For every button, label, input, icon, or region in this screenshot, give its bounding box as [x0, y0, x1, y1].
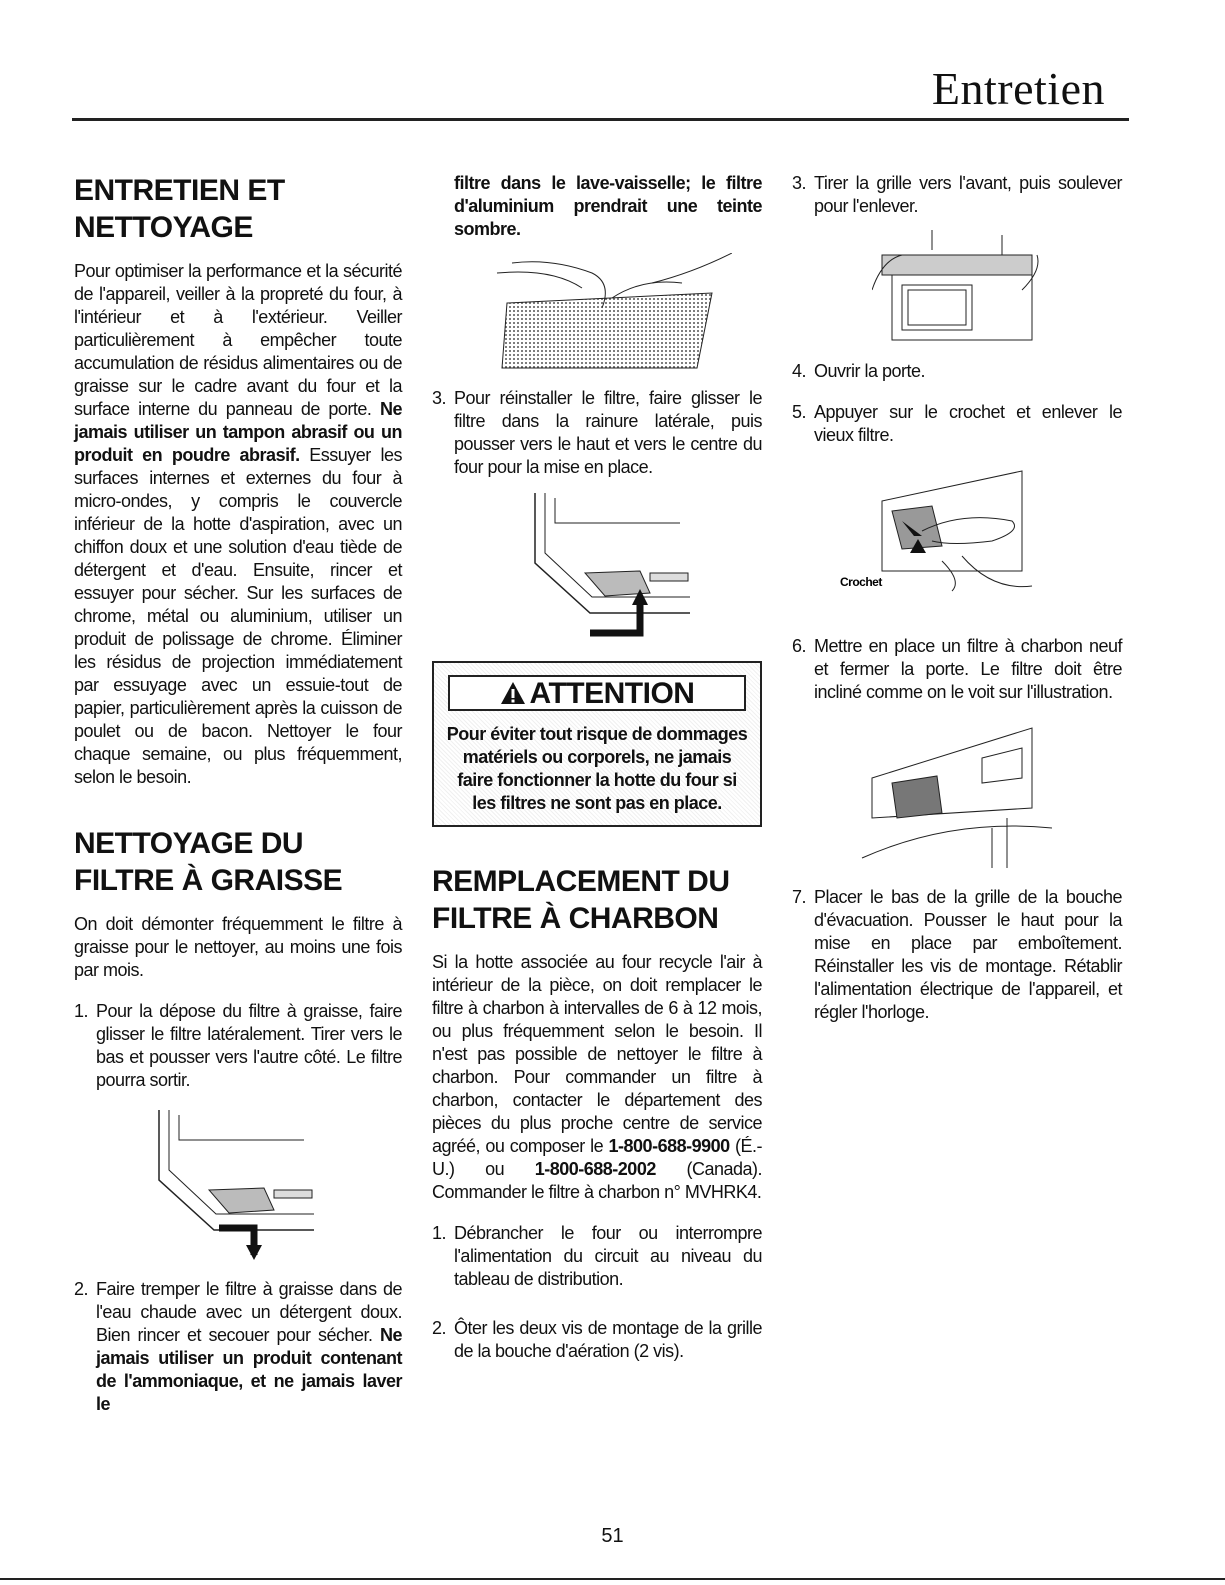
step-text: Placer le bas de la grille de la bouche d'évacuation. Pousser le haut pour la mise en place par emboîtement. Réinstaller les vis de montage. Rétablir l'alimentation électrique de l'appareil, et régler l'horloge.	[814, 887, 1122, 1022]
step-6	[792, 635, 1122, 704]
step-5	[792, 401, 1122, 447]
step-number: 2.	[74, 1279, 89, 1299]
hook-filter-removal-illustration	[822, 461, 1042, 621]
steps-charbon-cont	[792, 172, 1122, 218]
text-run: Pour optimiser la performance et la sécurité de l'appareil, veiller à la propreté du four, à l'intérieur et à l'extérieur. Veiller particulièrement à empêcher toute accumulation de résidus alimentaires ou de graisse sur le cadre avant du four et la surface interne du panneau de porte.	[74, 261, 402, 419]
step-text: Faire tremper le filtre à graisse dans de l'eau chaude avec un détergent doux. Bien rincer et secouer pour sécher.	[96, 1279, 402, 1345]
text-run: Si la hotte associée au four recycle l'air à intérieur de la pièce, on doit remplacer le filtre à charbon à intervalles de 6 à 12 mois, ou plus fréquemment selon le besoin. Il n'est pas possible de nettoyer le filtre à charbon. Pour commander un filtre à charbon, contacter le département des pièces du plus proche centre de service agréé, ou composer le	[432, 952, 762, 1156]
grille-removal-illustration	[872, 230, 1042, 350]
step-3	[432, 387, 762, 479]
step-text: Pour réinstaller le filtre, faire glisser le filtre dans la rainure latérale, puis pousser vers le haut et vers le centre du four pour la mise en place.	[454, 388, 762, 477]
step-text: Débrancher le four ou interrompre l'alimentation du circuit au niveau du tableau de distribution.	[454, 1223, 762, 1289]
step-number: 4.	[792, 361, 807, 381]
step-text: Mettre en place un filtre à charbon neuf et fermer la porte. Le filtre doit être incliné comme on le voit sur l'illustration.	[814, 636, 1122, 702]
bottom-rule	[0, 1578, 1225, 1580]
steps-charbon-cont2	[792, 360, 1122, 447]
step-number: 6.	[792, 636, 807, 656]
step-number: 3.	[792, 173, 807, 193]
step-number: 1.	[74, 1001, 89, 1021]
phone-canada: 1-800-688-2002	[534, 1159, 656, 1179]
filter-dishwasher-illustration	[492, 253, 732, 373]
column-left	[74, 172, 402, 1434]
phone-us: 1-800-688-9900	[608, 1136, 730, 1156]
page-number: 51	[601, 1525, 624, 1547]
steps-charbon-cont4	[792, 886, 1122, 1024]
grease-filter-install-illustration	[530, 493, 700, 643]
step-4	[792, 360, 1122, 383]
step-text: Appuyer sur le crochet et enlever le vieux filtre.	[814, 402, 1122, 445]
heading-nettoyage-filtre: NETTOYAGE DU FILTRE À GRAISSE	[74, 827, 343, 897]
header-rule	[72, 118, 1129, 121]
attention-text: Pour éviter tout risque de dommages matériels ou corporels, ne jamais faire fonctionner la hotte du four si les filtres ne sont pas en place.	[446, 724, 748, 813]
warning-triangle-icon	[500, 681, 526, 705]
charcoal-filter-install-illustration	[852, 718, 1052, 868]
step-text: Tirer la grille vers l'avant, puis soulever pour l'enlever.	[814, 173, 1122, 216]
step-number: 3.	[432, 388, 447, 408]
text-run: Essuyer les surfaces internes et externes du four à micro-ondes, y compris le couvercle inférieur de la hotte d'aspiration, avec un chiffon doux et une solution d'eau tiède de détergent et d'eau. Ensuite, rincer et essuyer pour sécher. Sur les surfaces de chrome, métal ou aluminium, utiliser un produit de polissage de chrome. Éliminer les résidus de projection immédiatement par essuyage avec un essuie-tout de papier, particulièrement après la cuisson de poulet ou de bacon. Nettoyer le four chaque semaine, ou plus fréquemment, selon le besoin.	[74, 445, 402, 787]
warning-continuation: filtre dans le lave-vaisselle; le filtre d'aluminium prendrait une teinte sombre.	[454, 173, 762, 239]
paragraph-entretien	[74, 260, 402, 789]
step-2	[432, 1317, 762, 1363]
step-text: Ouvrir la porte.	[814, 361, 926, 381]
steps-charbon	[432, 1222, 762, 1363]
attention-box	[432, 661, 762, 827]
column-right	[792, 172, 1122, 1042]
steps-charbon-cont3	[792, 635, 1122, 704]
paragraph-filtre-graisse: On doit démonter fréquemment le filtre à graisse pour le nettoyer, au moins une fois par mois.	[74, 914, 402, 980]
heading-remplacement-filtre: REMPLACEMENT DU FILTRE À CHARBON	[432, 865, 730, 935]
step-number: 2.	[432, 1318, 447, 1338]
paragraph-filtre-charbon	[432, 951, 762, 1204]
column-middle	[432, 172, 762, 1381]
page-section-title: Entretien	[931, 63, 1105, 114]
text-run: (É.-U.) ou	[432, 1136, 762, 1179]
step-text: Pour la dépose du filtre à graisse, faire glisser le filtre latéralement. Tirer vers le bas et pousser vers l'autre côté. Le filtre pourra sortir.	[96, 1001, 402, 1090]
warning-text: Ne jamais utiliser un tampon abrasif ou un produit en poudre abrasif.	[74, 399, 402, 465]
step-7	[792, 886, 1122, 1024]
step-1	[432, 1222, 762, 1291]
text-run: (Canada). Commander le filtre à charbon n° MVHRK4.	[432, 1159, 762, 1202]
warning-text: Ne jamais utiliser un produit contenant de l'ammoniaque, et ne jamais laver le	[96, 1325, 402, 1414]
grease-filter-removal-illustration	[154, 1110, 324, 1260]
steps-filtre-graisse-cont	[74, 1278, 402, 1416]
step-1	[74, 1000, 402, 1092]
steps-reinstall	[432, 387, 762, 479]
step-2	[74, 1278, 402, 1416]
crochet-label: Crochet	[840, 575, 882, 589]
step-number: 1.	[432, 1223, 447, 1243]
attention-title-bar	[448, 675, 746, 711]
step-text: Ôter les deux vis de montage de la grille de la bouche d'aération (2 vis).	[454, 1318, 762, 1361]
steps-filtre-graisse	[74, 1000, 402, 1092]
attention-title: ATTENTION	[529, 676, 695, 710]
step-number: 5.	[792, 402, 807, 422]
step-3	[792, 172, 1122, 218]
step-number: 7.	[792, 887, 807, 907]
heading-entretien-nettoyage: ENTRETIEN ET NETTOYAGE	[74, 174, 285, 244]
